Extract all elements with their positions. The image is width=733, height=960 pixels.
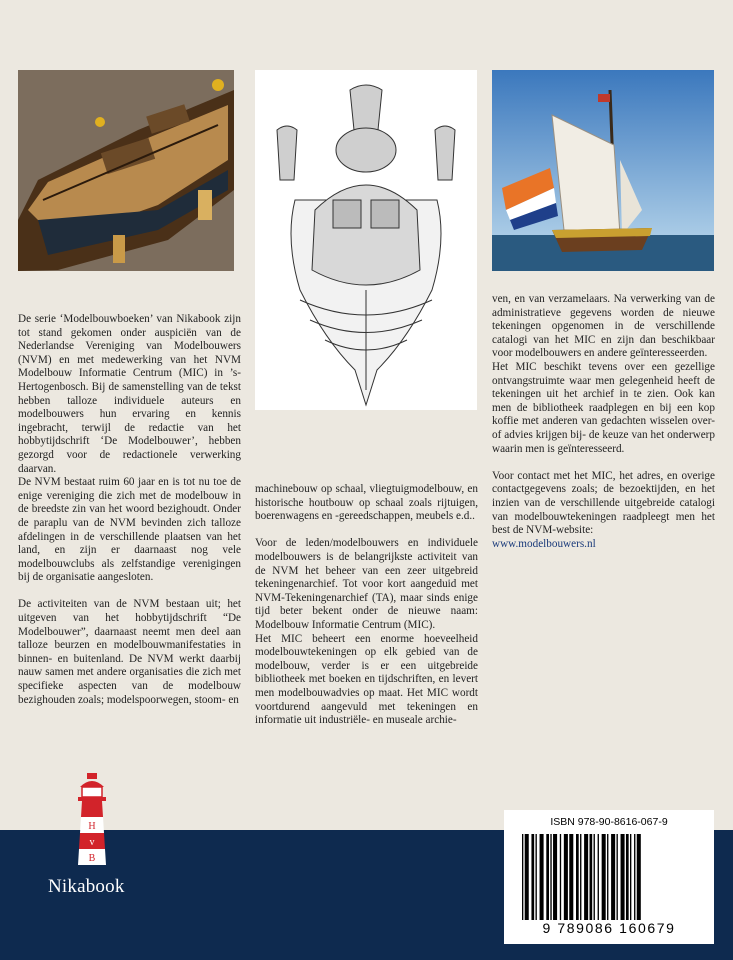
barcode-bar <box>560 834 561 920</box>
barcode-bar <box>611 834 615 920</box>
barcode-bar <box>525 834 529 920</box>
lighthouse-logo-icon <box>70 773 114 873</box>
website-link[interactable]: www.modelbouwers.nl <box>492 537 596 550</box>
barcode-bar <box>637 834 641 920</box>
barcode-bar <box>607 834 608 920</box>
text-column-3 <box>492 293 715 551</box>
text-column-2 <box>255 483 478 728</box>
logo-letter-h: H <box>88 821 96 832</box>
ship-model-illustration <box>18 70 234 271</box>
barcode-bar <box>602 834 606 920</box>
barcode-bar <box>546 834 549 920</box>
barcode-bar <box>584 834 588 920</box>
paragraph: Voor contact met het MIC, het adres, en overige contactgegevens zoals; de bezoektijden, en het inzien van de verschillende uitgebreide catalogi van modelbouwtekeningen raadpleegt men het best de NVM-website: <box>492 469 715 537</box>
sailing-ship-illustration <box>492 70 714 271</box>
barcode-bar <box>522 834 523 920</box>
paragraph: machinebouw op schaal, vliegtuigmodelbouw, en historische houtbouw op schaal zoals rijtuigen, boerenwagens en -gereedschappen, meubels e.d.. <box>255 483 478 523</box>
barcode-bar <box>553 834 557 920</box>
paragraph: De serie ‘Modelbouwboeken’ van Nikabook zijn tot stand gekomen onder auspiciën van de Nederlandse Vereniging van Modelbouwers (NVM) en met medewerking van het NVM Modelbouw Informatie Centrum (MIC) in ’s-Hertogenbosch. Bij de samenstelling van de tekst hebben talloze individuele auteurs en modelbouwers hun ervaring en kennis ingebracht, terwijl de redactie van het hobbytijdschrift ‘De Modelbouwer’, hebben gezorgd voor de redactionele verwerking daarvan. <box>18 313 241 475</box>
barcode-bar <box>550 834 551 920</box>
barcode-bar <box>634 834 635 920</box>
barcode-bar <box>617 834 618 920</box>
barcode-bar <box>576 834 579 920</box>
barcode-bar <box>580 834 581 920</box>
barcode-bar <box>569 834 573 920</box>
publisher-name: Nikabook <box>48 876 125 897</box>
paragraph: Het MIC beschikt tevens over een gezellige ontvangstruimte waar men gelegenheid heeft de tekeningen uit het archief in te zien. Ook kan men de bibliotheek raadplegen en bij een kop koffie met anderen van gedachten wisselen over- of advies krijgen bij- de keuze van het onderwerp waarin men is geïnteresseerd. <box>492 360 715 455</box>
barcode-digits: 9 789086 160679 <box>542 920 676 936</box>
barcode-bar <box>540 834 544 920</box>
barcode-bars <box>518 834 700 920</box>
logo-letter-v: v <box>89 837 95 848</box>
isbn-label: ISBN 978-90-8616-067-9 <box>550 816 668 828</box>
paragraph: De NVM bestaat ruim 60 jaar en is tot nu toe de enige vereniging die zich met de modelbouw in de breedste zin van het woord bezighoudt. Onder de paraplu van de NVM bevinden zich talloze afdelingen in de verschillende plaatsen van het land, en zijn er daarnaast nog vele modelbouwclubs als zelfstandige verenigingen bij de organisatie aangesloten. <box>18 476 241 584</box>
barcode-bar <box>536 834 537 920</box>
sailing-ship-photo <box>492 70 714 271</box>
barcode-bar <box>598 834 599 920</box>
barcode-bar <box>564 834 568 920</box>
barcode-bar <box>626 834 629 920</box>
logo-letter-b: B <box>88 853 96 864</box>
barcode-bar <box>594 834 595 920</box>
isbn-barcode <box>504 810 714 944</box>
ship-stern-illustration <box>255 70 477 410</box>
barcode-bar <box>531 834 534 920</box>
barcode-bar <box>630 834 631 920</box>
paragraph: ven, en van verzamelaars. Na verwerking van de administratieve gegevens worden de nieuwe tekeningen opgenomen in de verschillende catalogi van het MIC en zijn dan beschikbaar voor modelbouwers en andere geïnteresseerden. <box>492 293 715 360</box>
barcode-bar <box>621 834 625 920</box>
paragraph: Het MIC beheert een enorme hoeveelheid modelbouwtekeningen op elk gebied van de modelbouw, verder is er een uitgebreide bibliotheek met boeken en tijdschriften, en levert men modelbouwadvies op maat. Het MIC wordt voortdurend aangevuld met tekeningen en informatie uit industriële- en museale archie- <box>255 632 478 727</box>
paragraph: Voor de leden/modelbouwers en individuele modelbouwers is de belangrijkste activiteit van de NVM het beheer van een zeer uitgebreid tekeningenarchief. Tot voor kort aangeduid met NVM-Tekeningenarchief (TA), maar sinds enige tijd beter bekent onder de nieuwe naam: Modelbouw Informatie Centrum (MIC). <box>255 537 478 631</box>
ornate-ship-stern-drawing <box>255 70 477 410</box>
text-column-1 <box>18 313 241 707</box>
barcode-bar <box>590 834 593 920</box>
paragraph: De activiteiten van de NVM bestaan uit; het uitgeven van het hobbytijdschrift “De Modelbouwer”, daarnaast neemt men deel aan talloze beurzen en modelbouwmanifestaties in binnen- en buitenland. De NVM werkt daarbij nauw samen met andere organisaties die zich met specifieke aspecten van de modelbouw bezighouden zoals; modelspoorwegen, stoom- en <box>18 598 241 706</box>
ship-model-deck-photo <box>18 70 234 271</box>
